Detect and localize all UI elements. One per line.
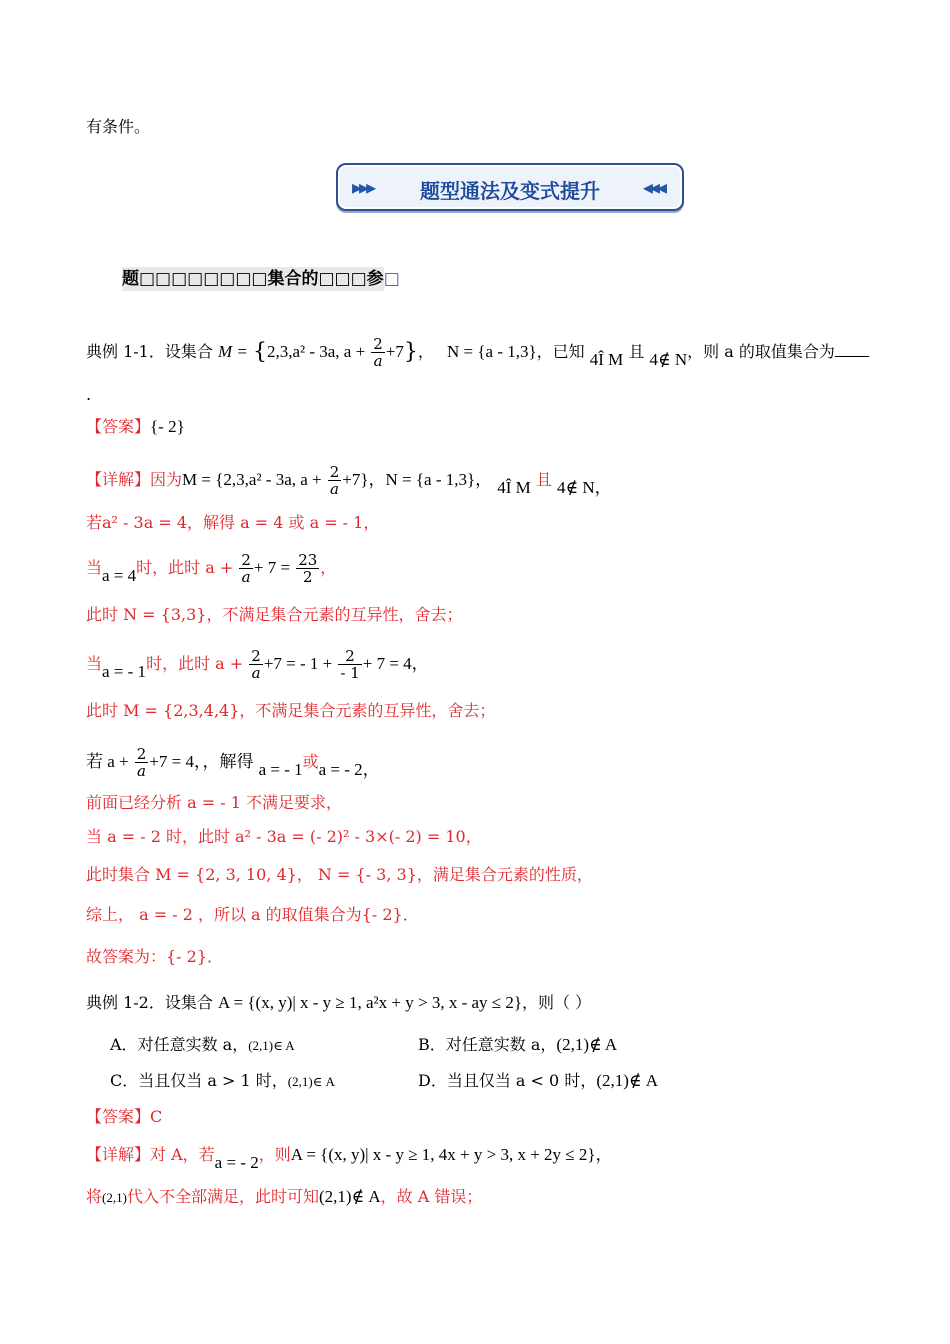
ex1-fraction: $\frac{2}{a}$	[373, 335, 383, 370]
left-arrows-icon: ◂◂◂	[642, 175, 664, 199]
answer-1-tag: 【答案】	[86, 417, 151, 436]
banner-title: 题型通法及变式提升	[420, 179, 600, 203]
answer-1	[86, 416, 185, 438]
ex2-set: A = {(x, y)| x - y ≥ 1, a²x + y > 3, x - ay ≤ 2}	[217, 993, 523, 1012]
ex2-label: 典例 1-2．设集合	[86, 993, 213, 1012]
ex1-and: 且	[628, 342, 645, 361]
ex1-dot: .	[86, 385, 92, 404]
detail-1-line-3: 当a = 4时，此时 a + $\frac{2}{a}$ + 7 = $\frac{23}{2}$ ，	[86, 551, 337, 586]
right-arrows-icon: ▸▸▸	[352, 175, 374, 199]
ex1-label: 典例 1-1．设集合	[86, 342, 213, 361]
ex1-cond1: 4Î M	[589, 350, 624, 369]
detail-1-line-6: 此时 M = {2,3,4,4}，不满足集合元素的互异性，舍去；	[86, 701, 496, 720]
option-a: A．对任意实数 a，(2,1)∈ A	[110, 1035, 295, 1054]
answer-2-value: C	[150, 1107, 163, 1126]
top-text: 有条件。	[86, 117, 151, 136]
option-b: B．对任意实数 a，(2,1)∉ A	[418, 1035, 618, 1054]
detail-1-tag: 【详解】	[86, 470, 151, 489]
ex2-ask: ，则（ ）	[522, 993, 592, 1012]
ex1-ask: ，则 a 的取值集合为	[687, 342, 835, 361]
detail-1-line-11: 综上， a = - 2 ，所以 a 的取值集合为{- 2}．	[86, 905, 419, 924]
detail-1-line-12: 故答案为：{- 2}．	[86, 947, 224, 966]
detail-2-tag: 【详解】	[86, 1145, 151, 1164]
detail-1-line-5: 当a = - 1时，此时 a + $\frac{2}{a}$ +7 = - 1 + $\frac{2}{- 1}$ + 7 = 4，	[86, 647, 429, 682]
ex1-n-set: N = {a - 1,3}	[447, 342, 537, 361]
detail-1-line-7: 若 a + $\frac{2}{a}$ +7 = 4，，解得 a = - 1或a = - 2，	[86, 745, 380, 780]
detail-1-line-1: 【详解】因为M = {2,3,a² - 3a, a + $\frac{2}{a}$ +7}，N = {a - 1,3}， 4Î M 且 4∉ N，	[86, 463, 612, 498]
detail-2-line-1: 【详解】对 A，若a = - 2，则A = {(x, y)| x - y ≥ 1, 4x + y > 3, x + 2y ≤ 2}，	[86, 1145, 613, 1172]
section-banner	[336, 163, 684, 211]
answer-1-value: {- 2}	[150, 417, 185, 436]
detail-1-line-9: 当 a = - 2 时，此时 a² - 3a = (- 2)² - 3×(- 2) = 10，	[86, 827, 482, 846]
option-d: D．当且仅当 a < 0 时，(2,1)∉ A	[418, 1071, 659, 1090]
topic-heading	[122, 264, 400, 289]
ex1-m-tail: +7	[385, 342, 404, 361]
heading-text: 题□□□□□□□□集合的□□□参	[122, 269, 384, 289]
ex1-m-prefix: M =	[217, 342, 248, 361]
ex1-m-elems: 2,3,a² - 3a, a +	[266, 342, 366, 361]
detail-1-line-10: 此时集合 M = {2, 3, 10, 4}， N = {- 3, 3}，满足集合元素的性质，	[86, 865, 593, 884]
option-c: C．当且仅当 a > 1 时，(2,1)∈ A	[110, 1071, 335, 1090]
detail-1-line-2: 若a² - 3a = 4，解得 a = 4 或 a = - 1，	[86, 513, 380, 532]
answer-2-tag: 【答案】	[86, 1107, 151, 1126]
detail-1-line-4: 此时 N = {3,3}，不满足集合元素的互异性，舍去；	[86, 605, 463, 624]
ex1-cond2: 4∉ N	[649, 350, 688, 369]
example-1-2	[86, 992, 591, 1014]
detail-2-line-2: 将(2,1)代入不全部满足，此时可知(2,1)∉ A，故 A 错误；	[86, 1187, 483, 1206]
answer-2	[86, 1106, 162, 1128]
heading-tail: □	[383, 269, 400, 289]
ex1-known: ，已知	[536, 342, 585, 361]
detail-1-line-8: 前面已经分析 a = - 1 不满足要求，	[86, 793, 342, 812]
answer-blank	[835, 342, 869, 357]
example-1-1: 典例 1-1．设集合 M = {2,3,a² - 3a, a + $\frac{2}{a}$ +7}， N = {a - 1,3}，已知 4Î M 且 4∉ N，则 a 的取值集合为	[86, 336, 869, 371]
